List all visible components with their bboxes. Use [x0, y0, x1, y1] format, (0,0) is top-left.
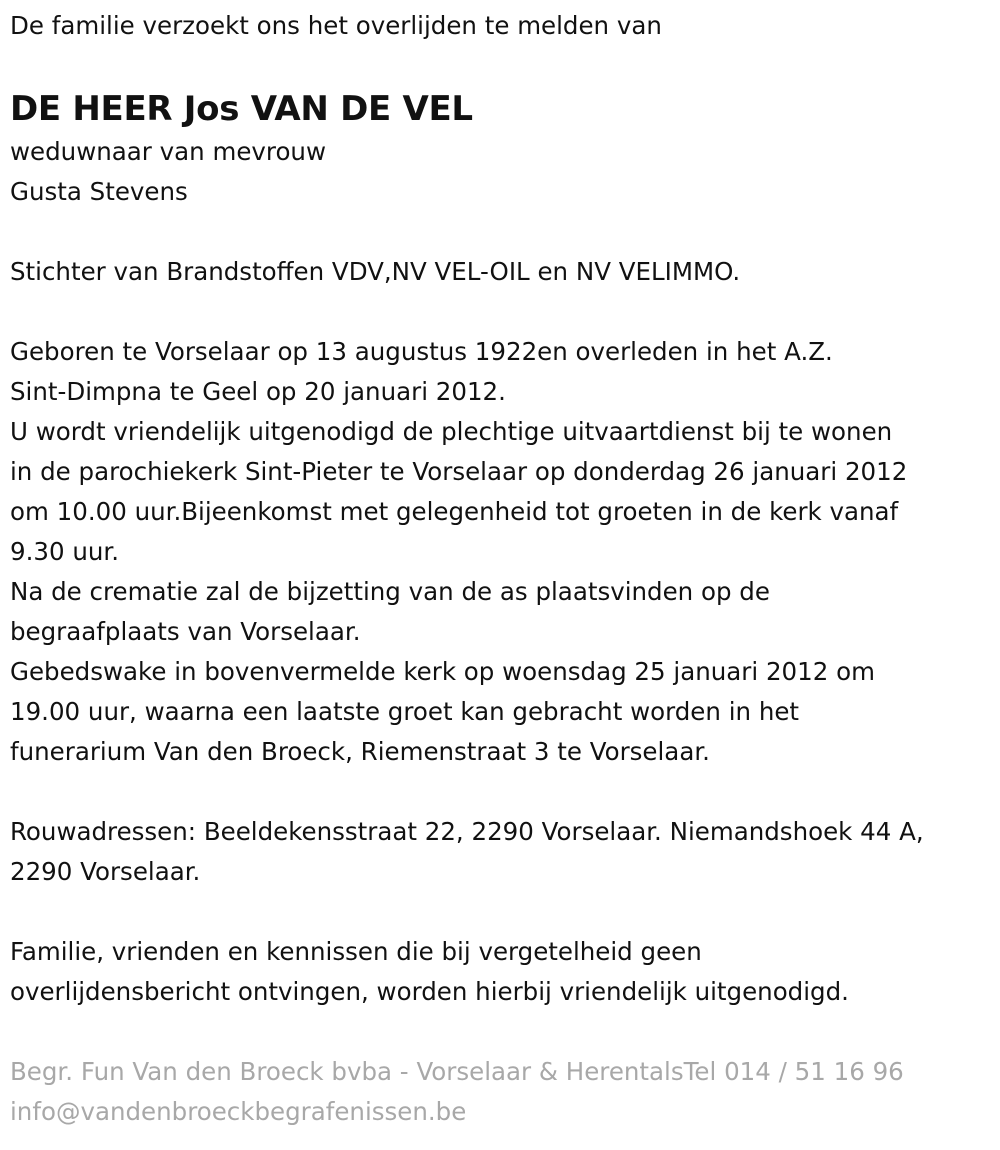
address-block [10, 812, 990, 892]
details-line: funerarium Van den Broeck, Riemenstraat 3 te Vorselaar. [10, 737, 710, 766]
details-line: 19.00 uur, waarna een laatste groet kan gebracht worden in het [10, 697, 800, 726]
invitation-line: overlijdensbericht ontvingen, worden hierbij vriendelijk uitgenodigd. [10, 977, 849, 1006]
details-line: Sint-Dimpna te Geel op 20 januari 2012. [10, 377, 506, 406]
details-line: om 10.00 uur.Bijeenkomst met gelegenheid tot groeten in de kerk vanaf [10, 497, 899, 526]
details-line: U wordt vriendelijk uitgenodigd de plechtige uitvaartdienst bij te wonen [10, 417, 893, 446]
spacer [10, 292, 990, 332]
spouse-line: weduwnaar van mevrouw [10, 137, 326, 166]
funeral-home-contact: Begr. Fun Van den Broeck bvba - Vorselaar & HerentalsTel 014 / 51 16 96 [10, 1057, 904, 1086]
deceased-name: DE HEER Jos VAN DE VEL [10, 89, 473, 129]
founder-text: Stichter van Brandstoffen VDV,NV VEL-OIL en NV VELIMMO. [10, 257, 741, 286]
details-line: Gebedswake in bovenvermelde kerk op woensdag 25 januari 2012 om [10, 657, 875, 686]
invitation-block [10, 932, 990, 1012]
spacer [10, 772, 990, 812]
address-line: Rouwadressen: Beeldekensstraat 22, 2290 Vorselaar. Niemandshoek 44 A, [10, 817, 924, 846]
details-line: in de parochiekerk Sint-Pieter te Vorselaar op donderdag 26 januari 2012 [10, 457, 908, 486]
details-line: 9.30 uur. [10, 537, 120, 566]
address-line: 2290 Vorselaar. [10, 857, 201, 886]
spacer [10, 212, 990, 252]
intro-text: De familie verzoekt ons het overlijden te melden van [10, 11, 662, 40]
spacer [10, 892, 990, 932]
spacer [10, 1012, 990, 1052]
invitation-line: Familie, vrienden en kennissen die bij vergetelheid geen [10, 937, 702, 966]
spouse-name: Gusta Stevens [10, 177, 188, 206]
details-line: Na de crematie zal de bijzetting van de as plaatsvinden op de [10, 577, 770, 606]
funeral-home-email: info@vandenbroeckbegrafenissen.be [10, 1097, 467, 1126]
details-line: Geboren te Vorselaar op 13 augustus 1922en overleden in het A.Z. [10, 337, 833, 366]
details-line: begraafplaats van Vorselaar. [10, 617, 361, 646]
spacer [10, 46, 990, 86]
funeral-home-footer [10, 1052, 990, 1132]
details-block [10, 332, 990, 772]
